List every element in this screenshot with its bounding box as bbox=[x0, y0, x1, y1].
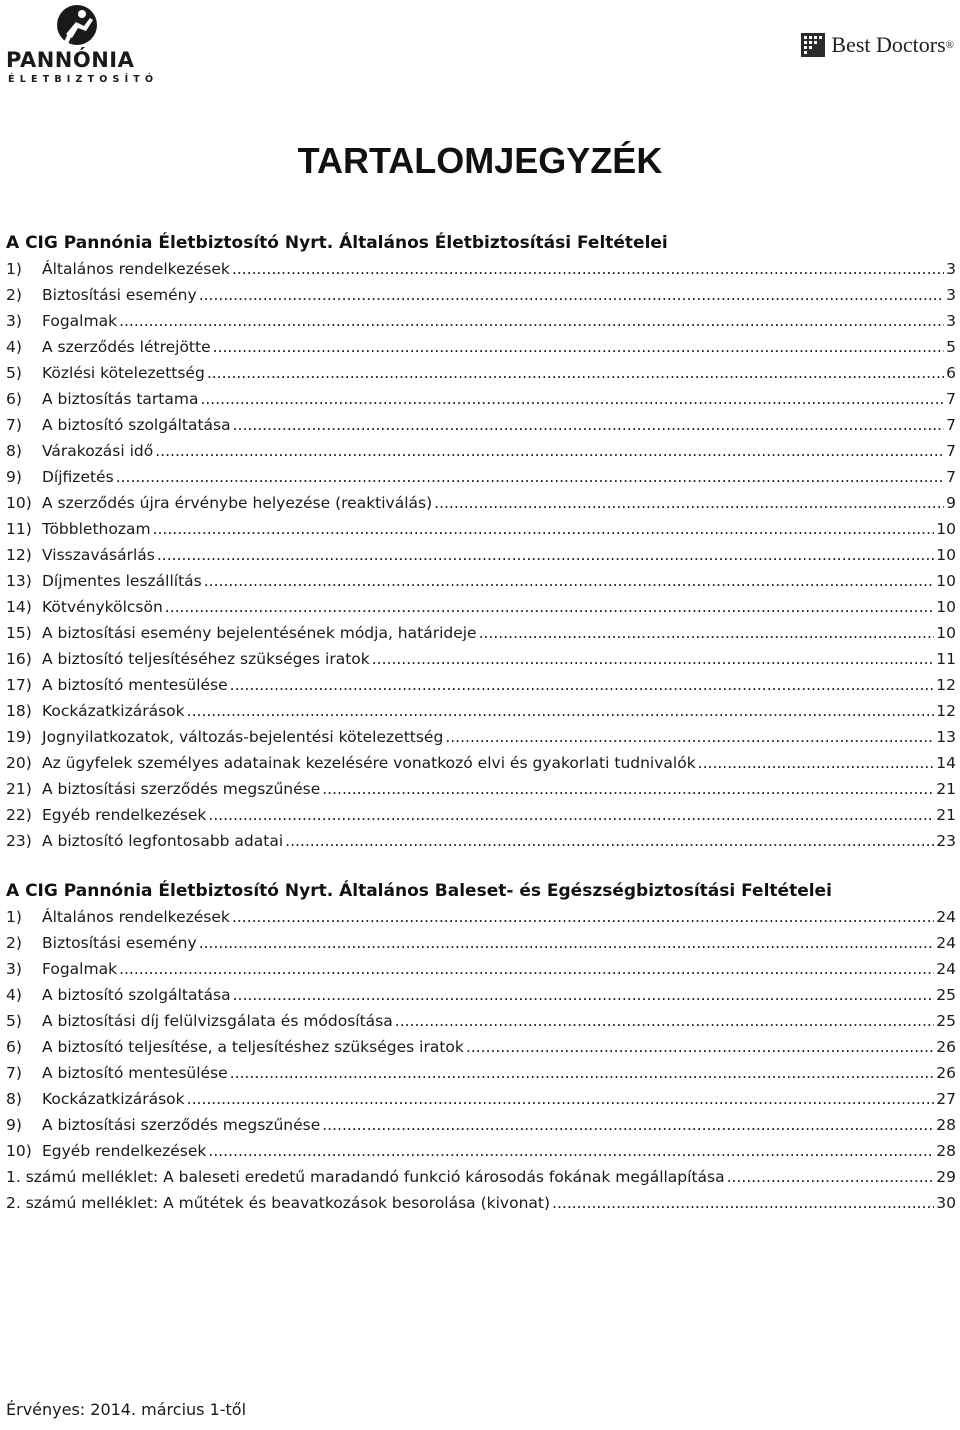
toc-entry[interactable] bbox=[6, 828, 956, 854]
dot-leader bbox=[230, 1060, 935, 1086]
runner-icon bbox=[44, 4, 110, 50]
dot-leader bbox=[204, 568, 935, 594]
entry-title: A szerződés létrejötte bbox=[42, 338, 211, 356]
toc-entry[interactable] bbox=[6, 412, 956, 438]
toc-entry[interactable] bbox=[6, 490, 956, 516]
entry-number: 4) bbox=[6, 986, 22, 1004]
dot-leader bbox=[157, 542, 934, 568]
entry-number: 17) bbox=[6, 676, 32, 694]
entry-title: A biztosítási esemény bejelentésének módja, határideje bbox=[42, 624, 477, 642]
toc-entry[interactable] bbox=[6, 386, 956, 412]
toc-entry[interactable] bbox=[6, 1034, 956, 1060]
dot-leader bbox=[322, 776, 934, 802]
toc-entry[interactable] bbox=[6, 646, 956, 672]
dot-leader bbox=[434, 490, 944, 516]
entry-number: 5) bbox=[6, 1012, 22, 1030]
section-heading: A CIG Pannónia Életbiztosító Nyrt. Általános Életbiztosítási Feltételei bbox=[6, 233, 668, 253]
best-doctors-mark-icon bbox=[801, 33, 825, 57]
entry-title: Fogalmak bbox=[42, 960, 118, 978]
toc-entry[interactable] bbox=[6, 568, 956, 594]
entry-page-number: 23 bbox=[936, 832, 956, 850]
entry-number: 1) bbox=[6, 908, 22, 926]
entry-title: Várakozási idő bbox=[42, 442, 154, 460]
section-heading: A CIG Pannónia Életbiztosító Nyrt. Általános Baleset- és Egészségbiztosítási Feltételei bbox=[6, 881, 832, 901]
entry-page-number: 24 bbox=[936, 934, 956, 952]
dot-leader bbox=[199, 930, 935, 956]
dot-leader bbox=[230, 672, 935, 698]
toc-entry[interactable] bbox=[6, 542, 956, 568]
entry-title: Általános rendelkezések bbox=[42, 908, 230, 926]
toc-entry[interactable] bbox=[6, 360, 956, 386]
dot-leader bbox=[322, 1112, 934, 1138]
best-doctors-logo bbox=[801, 30, 954, 60]
dot-leader bbox=[233, 412, 945, 438]
entry-page-number: 21 bbox=[936, 806, 956, 824]
toc-entry[interactable] bbox=[6, 802, 956, 828]
toc-entry[interactable] bbox=[6, 282, 956, 308]
toc-entry[interactable] bbox=[6, 750, 956, 776]
entry-title: A biztosító szolgáltatása bbox=[42, 986, 231, 1004]
entry-title: A biztosító teljesítése, a teljesítéshez szükséges iratok bbox=[42, 1038, 464, 1056]
entry-page-number: 5 bbox=[946, 338, 956, 356]
entry-title: Az ügyfelek személyes adatainak kezelésére vonatkozó elvi és gyakorlati tudnivalók bbox=[42, 754, 696, 772]
logo-subtitle: ÉLETBIZTOSÍTÓ bbox=[8, 74, 159, 85]
entry-number: 6) bbox=[6, 390, 22, 408]
entry-title: Díjmentes leszállítás bbox=[42, 572, 202, 590]
entry-number: 7) bbox=[6, 416, 22, 434]
entry-page-number: 12 bbox=[936, 702, 956, 720]
toc-entry[interactable] bbox=[6, 464, 956, 490]
dot-leader bbox=[119, 956, 934, 982]
toc-entry[interactable] bbox=[6, 516, 956, 542]
entry-number: 6) bbox=[6, 1038, 22, 1056]
dot-leader bbox=[199, 282, 944, 308]
dot-leader bbox=[479, 620, 935, 646]
entry-title: Visszavásárlás bbox=[42, 546, 155, 564]
entry-page-number: 28 bbox=[936, 1142, 956, 1160]
entry-number: 12) bbox=[6, 546, 32, 564]
entry-title: Általános rendelkezések bbox=[42, 260, 230, 278]
entry-page-number: 25 bbox=[936, 986, 956, 1004]
entry-title: Biztosítási esemény bbox=[42, 934, 197, 952]
entry-page-number: 10 bbox=[936, 520, 956, 538]
toc-entry[interactable] bbox=[6, 672, 956, 698]
trademark-symbol: ® bbox=[945, 39, 954, 51]
toc-entry[interactable] bbox=[6, 904, 956, 930]
toc-entry[interactable] bbox=[6, 1190, 956, 1216]
validity-note: Érvényes: 2014. március 1-től bbox=[6, 1400, 247, 1419]
entry-title: A biztosítási szerződés megszűnése bbox=[42, 1116, 321, 1134]
entry-page-number: 9 bbox=[946, 494, 956, 512]
dot-leader bbox=[445, 724, 934, 750]
toc-entry[interactable] bbox=[6, 930, 956, 956]
dot-leader bbox=[187, 698, 935, 724]
entry-page-number: 10 bbox=[936, 624, 956, 642]
entry-title: A biztosító legfontosabb adatai bbox=[42, 832, 284, 850]
toc-list bbox=[6, 256, 956, 854]
entry-title: Egyéb rendelkezések bbox=[42, 806, 207, 824]
entry-page-number: 3 bbox=[946, 312, 956, 330]
pannonia-logo bbox=[6, 4, 159, 85]
entry-number: 2) bbox=[6, 934, 22, 952]
entry-title: A biztosítási díj felülvizsgálata és módosítása bbox=[42, 1012, 393, 1030]
entry-number: 15) bbox=[6, 624, 32, 642]
entry-number: 7) bbox=[6, 1064, 22, 1082]
entry-title: Kockázatkizárások bbox=[42, 702, 185, 720]
dot-leader bbox=[232, 256, 944, 282]
entry-page-number: 7 bbox=[946, 468, 956, 486]
toc-entry[interactable] bbox=[6, 698, 956, 724]
entry-number: 9) bbox=[6, 468, 22, 486]
entry-number: 8) bbox=[6, 442, 22, 460]
entry-number: 2) bbox=[6, 286, 22, 304]
entry-number: 13) bbox=[6, 572, 32, 590]
entry-page-number: 14 bbox=[936, 754, 956, 772]
toc-entry[interactable] bbox=[6, 334, 956, 360]
entry-page-number: 10 bbox=[936, 546, 956, 564]
entry-title: 1. számú melléklet: A baleseti eredetű maradandó funkció károsodás fokának megállapítása bbox=[6, 1168, 725, 1186]
annex-list bbox=[6, 1164, 956, 1216]
dot-leader bbox=[155, 438, 944, 464]
dot-leader bbox=[208, 1138, 934, 1164]
dot-leader bbox=[208, 802, 934, 828]
dot-leader bbox=[552, 1190, 934, 1216]
toc-entry[interactable] bbox=[6, 982, 956, 1008]
entry-number: 14) bbox=[6, 598, 32, 616]
dot-leader bbox=[372, 646, 935, 672]
entry-page-number: 3 bbox=[946, 286, 956, 304]
entry-page-number: 27 bbox=[936, 1090, 956, 1108]
best-doctors-wordmark: Best Doctors bbox=[831, 32, 946, 57]
logo-wordmark: PANNÓNIA bbox=[6, 48, 135, 72]
entry-page-number: 21 bbox=[936, 780, 956, 798]
dot-leader bbox=[466, 1034, 934, 1060]
entry-number: 22) bbox=[6, 806, 32, 824]
toc-entry[interactable] bbox=[6, 1008, 956, 1034]
toc-section-accident-health bbox=[6, 878, 956, 1216]
toc-section-life bbox=[6, 230, 956, 854]
entry-title: A biztosítás tartama bbox=[42, 390, 199, 408]
entry-number: 20) bbox=[6, 754, 32, 772]
toc-entry[interactable] bbox=[6, 620, 956, 646]
entry-number: 16) bbox=[6, 650, 32, 668]
entry-title: Közlési kötelezettség bbox=[42, 364, 205, 382]
entry-page-number: 7 bbox=[946, 442, 956, 460]
entry-number: 10) bbox=[6, 1142, 32, 1160]
entry-page-number: 7 bbox=[946, 416, 956, 434]
toc-entry[interactable] bbox=[6, 308, 956, 334]
dot-leader bbox=[200, 386, 944, 412]
entry-page-number: 30 bbox=[936, 1194, 956, 1212]
entry-number: 10) bbox=[6, 494, 32, 512]
dot-leader bbox=[153, 516, 935, 542]
toc-entry[interactable] bbox=[6, 1112, 956, 1138]
entry-title: A biztosító mentesülése bbox=[42, 1064, 228, 1082]
entry-page-number: 10 bbox=[936, 598, 956, 616]
entry-number: 3) bbox=[6, 312, 22, 330]
entry-page-number: 24 bbox=[936, 908, 956, 926]
entry-number: 19) bbox=[6, 728, 32, 746]
entry-title: A biztosító mentesülése bbox=[42, 676, 228, 694]
entry-number: 3) bbox=[6, 960, 22, 978]
entry-title: Jognyilatkozatok, változás-bejelentési kötelezettség bbox=[42, 728, 444, 746]
entry-title: A biztosítási szerződés megszűnése bbox=[42, 780, 321, 798]
dot-leader bbox=[727, 1164, 935, 1190]
entry-title: Többlethozam bbox=[42, 520, 151, 538]
entry-title: A szerződés újra érvénybe helyezése (reaktiválás) bbox=[42, 494, 433, 512]
entry-number: 5) bbox=[6, 364, 22, 382]
entry-number: 11) bbox=[6, 520, 32, 538]
entry-title: Kötvénykölcsön bbox=[42, 598, 163, 616]
toc-entry[interactable] bbox=[6, 594, 956, 620]
page-title: TARTALOMJEGYZÉK bbox=[297, 140, 663, 181]
entry-number: 4) bbox=[6, 338, 22, 356]
entry-page-number: 10 bbox=[936, 572, 956, 590]
dot-leader bbox=[285, 828, 934, 854]
entry-title: Díjfizetés bbox=[42, 468, 114, 486]
toc-entry[interactable] bbox=[6, 1086, 956, 1112]
entry-page-number: 26 bbox=[936, 1038, 956, 1056]
dot-leader bbox=[213, 334, 945, 360]
entry-page-number: 7 bbox=[946, 390, 956, 408]
dot-leader bbox=[233, 982, 935, 1008]
dot-leader bbox=[116, 464, 944, 490]
entry-number: 1) bbox=[6, 260, 22, 278]
dot-leader bbox=[698, 750, 935, 776]
entry-page-number: 29 bbox=[936, 1168, 956, 1186]
dot-leader bbox=[232, 904, 934, 930]
entry-title: A biztosító teljesítéséhez szükséges iratok bbox=[42, 650, 370, 668]
toc-entry[interactable] bbox=[6, 1060, 956, 1086]
entry-page-number: 28 bbox=[936, 1116, 956, 1134]
entry-number: 8) bbox=[6, 1090, 22, 1108]
entry-number: 21) bbox=[6, 780, 32, 798]
entry-page-number: 3 bbox=[946, 260, 956, 278]
toc-entry[interactable] bbox=[6, 438, 956, 464]
toc-entry[interactable] bbox=[6, 1138, 956, 1164]
toc-entry[interactable] bbox=[6, 956, 956, 982]
entry-page-number: 11 bbox=[936, 650, 956, 668]
entry-title: Biztosítási esemény bbox=[42, 286, 197, 304]
entry-title: A biztosító szolgáltatása bbox=[42, 416, 231, 434]
entry-page-number: 25 bbox=[936, 1012, 956, 1030]
dot-leader bbox=[395, 1008, 935, 1034]
toc-entry[interactable] bbox=[6, 256, 956, 282]
entry-number: 18) bbox=[6, 702, 32, 720]
dot-leader bbox=[207, 360, 944, 386]
entry-page-number: 13 bbox=[936, 728, 956, 746]
dot-leader bbox=[119, 308, 944, 334]
dot-leader bbox=[165, 594, 934, 620]
toc-list bbox=[6, 904, 956, 1164]
entry-title: Egyéb rendelkezések bbox=[42, 1142, 207, 1160]
entry-page-number: 26 bbox=[936, 1064, 956, 1082]
entry-number: 23) bbox=[6, 832, 32, 850]
toc-entry[interactable] bbox=[6, 1164, 956, 1190]
entry-title: 2. számú melléklet: A műtétek és beavatkozások besorolása (kivonat) bbox=[6, 1194, 551, 1212]
entry-number: 9) bbox=[6, 1116, 22, 1134]
dot-leader bbox=[187, 1086, 935, 1112]
entry-page-number: 24 bbox=[936, 960, 956, 978]
entry-page-number: 6 bbox=[946, 364, 956, 382]
entry-page-number: 12 bbox=[936, 676, 956, 694]
entry-title: Kockázatkizárások bbox=[42, 1090, 185, 1108]
toc-entry[interactable] bbox=[6, 776, 956, 802]
toc-entry[interactable] bbox=[6, 724, 956, 750]
entry-title: Fogalmak bbox=[42, 312, 118, 330]
